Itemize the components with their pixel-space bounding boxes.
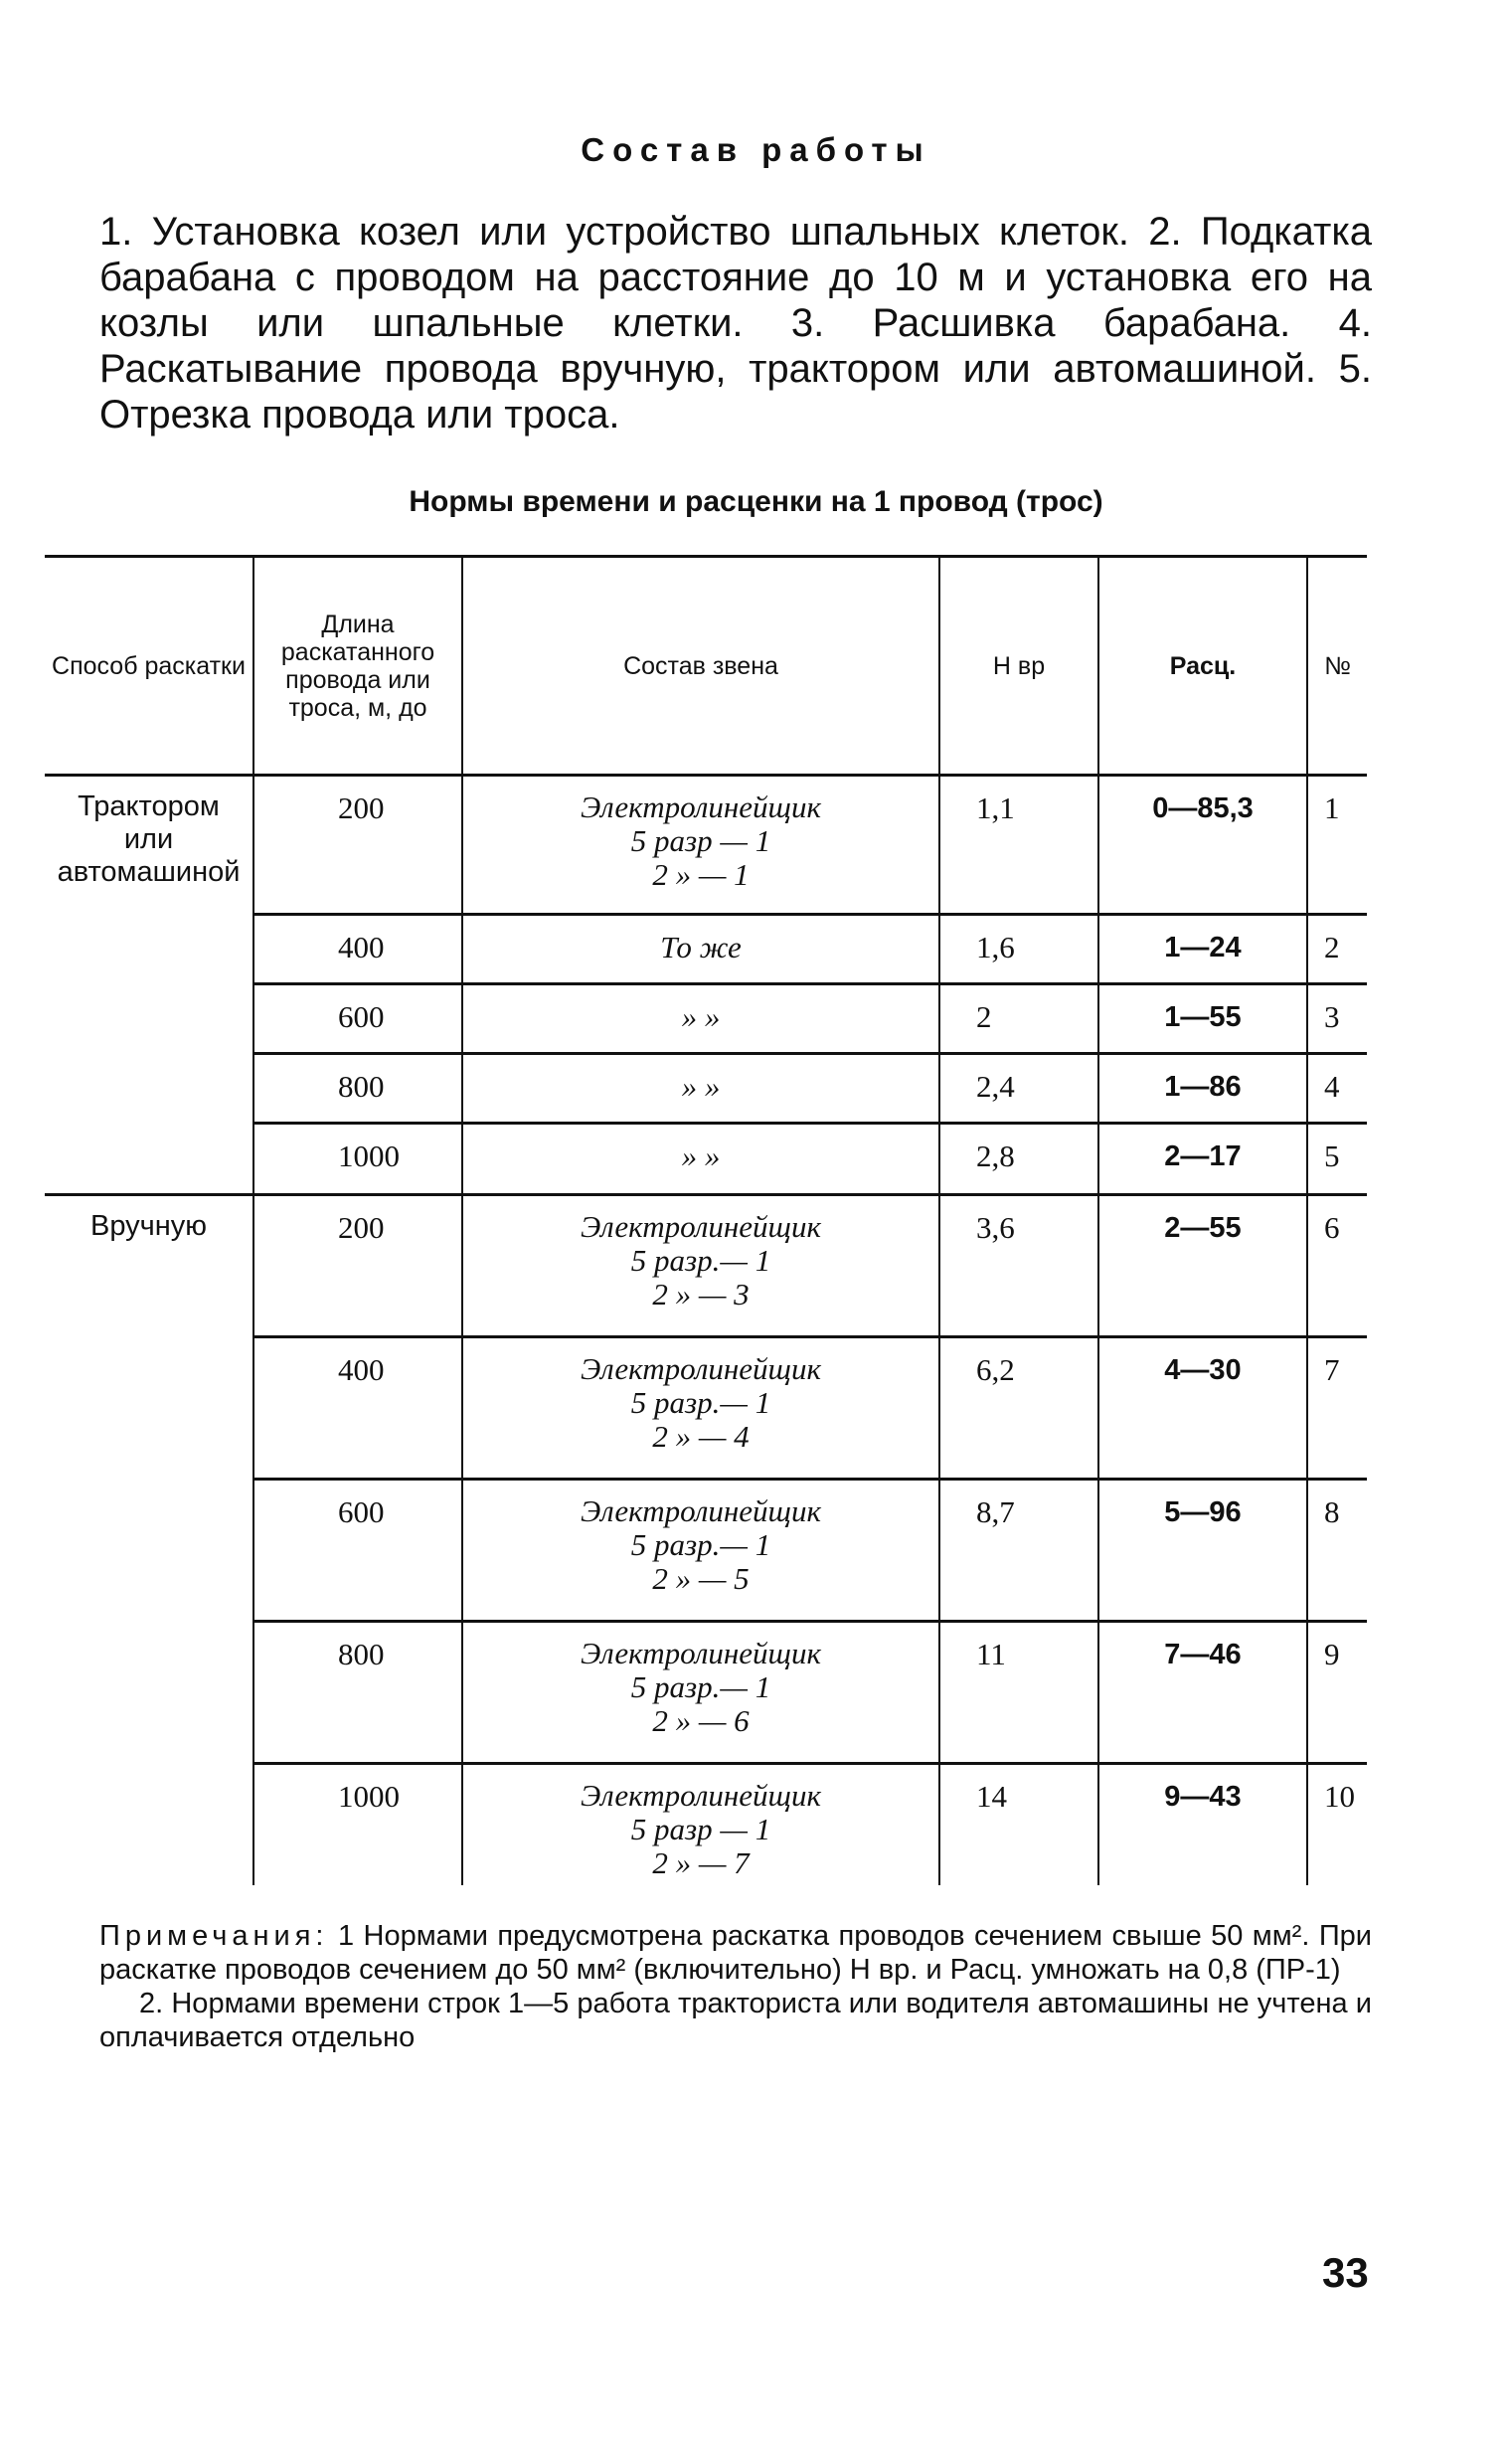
rate-cell: 0—85,3 [1098, 776, 1307, 915]
crew-line: Электролинейщик [581, 1493, 821, 1528]
page-number: 33 [1322, 2249, 1369, 2296]
crew-line: 2 » — 4 [652, 1419, 750, 1454]
crew-line: Электролинейщик [581, 1351, 821, 1386]
hvr-cell: 11 [939, 1622, 1098, 1764]
notes [99, 1919, 1372, 2054]
crew-cell [462, 776, 939, 915]
crew-cell [462, 1195, 939, 1337]
crew-cell [462, 1480, 939, 1622]
crew-line: Электролинейщик [581, 1209, 821, 1244]
rate-cell: 5—96 [1098, 1480, 1307, 1622]
crew-line: 2 » — 6 [652, 1703, 750, 1738]
table-row [45, 776, 1367, 915]
work-composition-text: 1. Установка козел или устройство шпальных клеток. 2. Подкатка барабана с проводом на расстояние до 10 м и установка его на козлы или шпальные клетки. 3. Расшивка барабана. 4. Раскатывание провода вручную, трактором или автомашиной. 5. Отрезка провода или троса. [99, 210, 1372, 437]
crew-cell [462, 1764, 939, 1885]
hvr-cell: 1,1 [939, 776, 1098, 915]
hvr-cell: 1,6 [939, 915, 1098, 984]
num-cell: 6 [1307, 1195, 1367, 1337]
rate-cell: 1—24 [1098, 915, 1307, 984]
method-cell: Трактором или автомашиной [57, 790, 241, 888]
header-rate: Расц. [1098, 557, 1307, 776]
num-cell: 1 [1307, 776, 1367, 915]
crew-line: Электролинейщик [581, 789, 821, 824]
crew-line: Электролинейщик [581, 1778, 821, 1813]
hvr-cell: 3,6 [939, 1195, 1098, 1337]
crew-line: Электролинейщик [581, 1636, 821, 1670]
num-cell: 4 [1307, 1054, 1367, 1124]
length-cell: 800 [253, 1622, 462, 1764]
rate-cell: 2—17 [1098, 1124, 1307, 1195]
hvr-cell: 2,4 [939, 1054, 1098, 1124]
header-method: Способ раскатки [45, 557, 253, 776]
crew-cell [462, 1622, 939, 1764]
crew-line: 5 разр — 1 [630, 823, 771, 858]
num-cell: 5 [1307, 1124, 1367, 1195]
norms-table [45, 555, 1367, 1885]
crew-line: 2 » — 5 [652, 1561, 750, 1596]
crew-cell: » » [462, 1124, 939, 1195]
table-header-row [45, 557, 1367, 776]
crew-cell [462, 1337, 939, 1480]
crew-line: 2 » — 3 [652, 1277, 750, 1312]
note-2: 2. Нормами времени строк 1—5 работа тракториста или водителя автомашины не учтена и оплачивается отдельно [99, 1988, 1372, 2053]
note-1 [99, 1919, 1372, 1987]
num-cell: 3 [1307, 984, 1367, 1054]
header-length: Длина раскатанного провода или троса, м, до [253, 557, 462, 776]
length-cell: 400 [253, 1337, 462, 1480]
num-cell: 9 [1307, 1622, 1367, 1764]
hvr-cell: 2 [939, 984, 1098, 1054]
rate-cell: 1—86 [1098, 1054, 1307, 1124]
header-hvr: Н вр [939, 557, 1098, 776]
hvr-cell: 2,8 [939, 1124, 1098, 1195]
crew-line: 5 разр.— 1 [630, 1527, 771, 1562]
hvr-cell: 6,2 [939, 1337, 1098, 1480]
length-cell: 400 [253, 915, 462, 984]
length-cell: 800 [253, 1054, 462, 1124]
header-num: № [1307, 557, 1367, 776]
crew-cell: » » [462, 984, 939, 1054]
crew-line: 5 разр.— 1 [630, 1669, 771, 1704]
crew-line: 5 разр — 1 [630, 1812, 771, 1846]
crew-line: 2 » — 7 [652, 1845, 750, 1880]
length-cell: 1000 [253, 1764, 462, 1885]
crew-cell: То же [462, 915, 939, 984]
rate-cell: 4—30 [1098, 1337, 1307, 1480]
rate-cell: 7—46 [1098, 1622, 1307, 1764]
length-cell: 600 [253, 1480, 462, 1622]
hvr-cell: 8,7 [939, 1480, 1098, 1622]
notes-lead: Примечания: [99, 1920, 329, 1952]
num-cell: 2 [1307, 915, 1367, 984]
method-cell: Вручную [45, 1195, 253, 1885]
crew-line: 5 разр.— 1 [630, 1385, 771, 1420]
length-cell: 200 [253, 776, 462, 915]
num-cell: 8 [1307, 1480, 1367, 1622]
length-cell: 1000 [253, 1124, 462, 1195]
num-cell: 7 [1307, 1337, 1367, 1480]
num-cell: 10 [1307, 1764, 1367, 1885]
table-row [45, 1195, 1367, 1337]
length-cell: 600 [253, 984, 462, 1054]
hvr-cell: 14 [939, 1764, 1098, 1885]
section-title: Состав работы [581, 131, 931, 168]
rate-cell: 9—43 [1098, 1764, 1307, 1885]
length-cell: 200 [253, 1195, 462, 1337]
crew-line: 5 разр.— 1 [630, 1243, 771, 1278]
crew-line: 2 » — 1 [652, 857, 750, 892]
note-1-text: 1 Нормами предусмотрена раскатка проводов сечением свыше 50 мм². При раскатке проводов сечением до 50 мм² (включительно) Н вр. и Расц. умножать на 0,8 (ПР-1) [99, 1920, 1373, 1986]
rate-cell: 2—55 [1098, 1195, 1307, 1337]
table-caption: Нормы времени и расценки на 1 провод (трос) [409, 485, 1103, 518]
rate-cell: 1—55 [1098, 984, 1307, 1054]
crew-cell: » » [462, 1054, 939, 1124]
header-crew: Состав звена [462, 557, 939, 776]
